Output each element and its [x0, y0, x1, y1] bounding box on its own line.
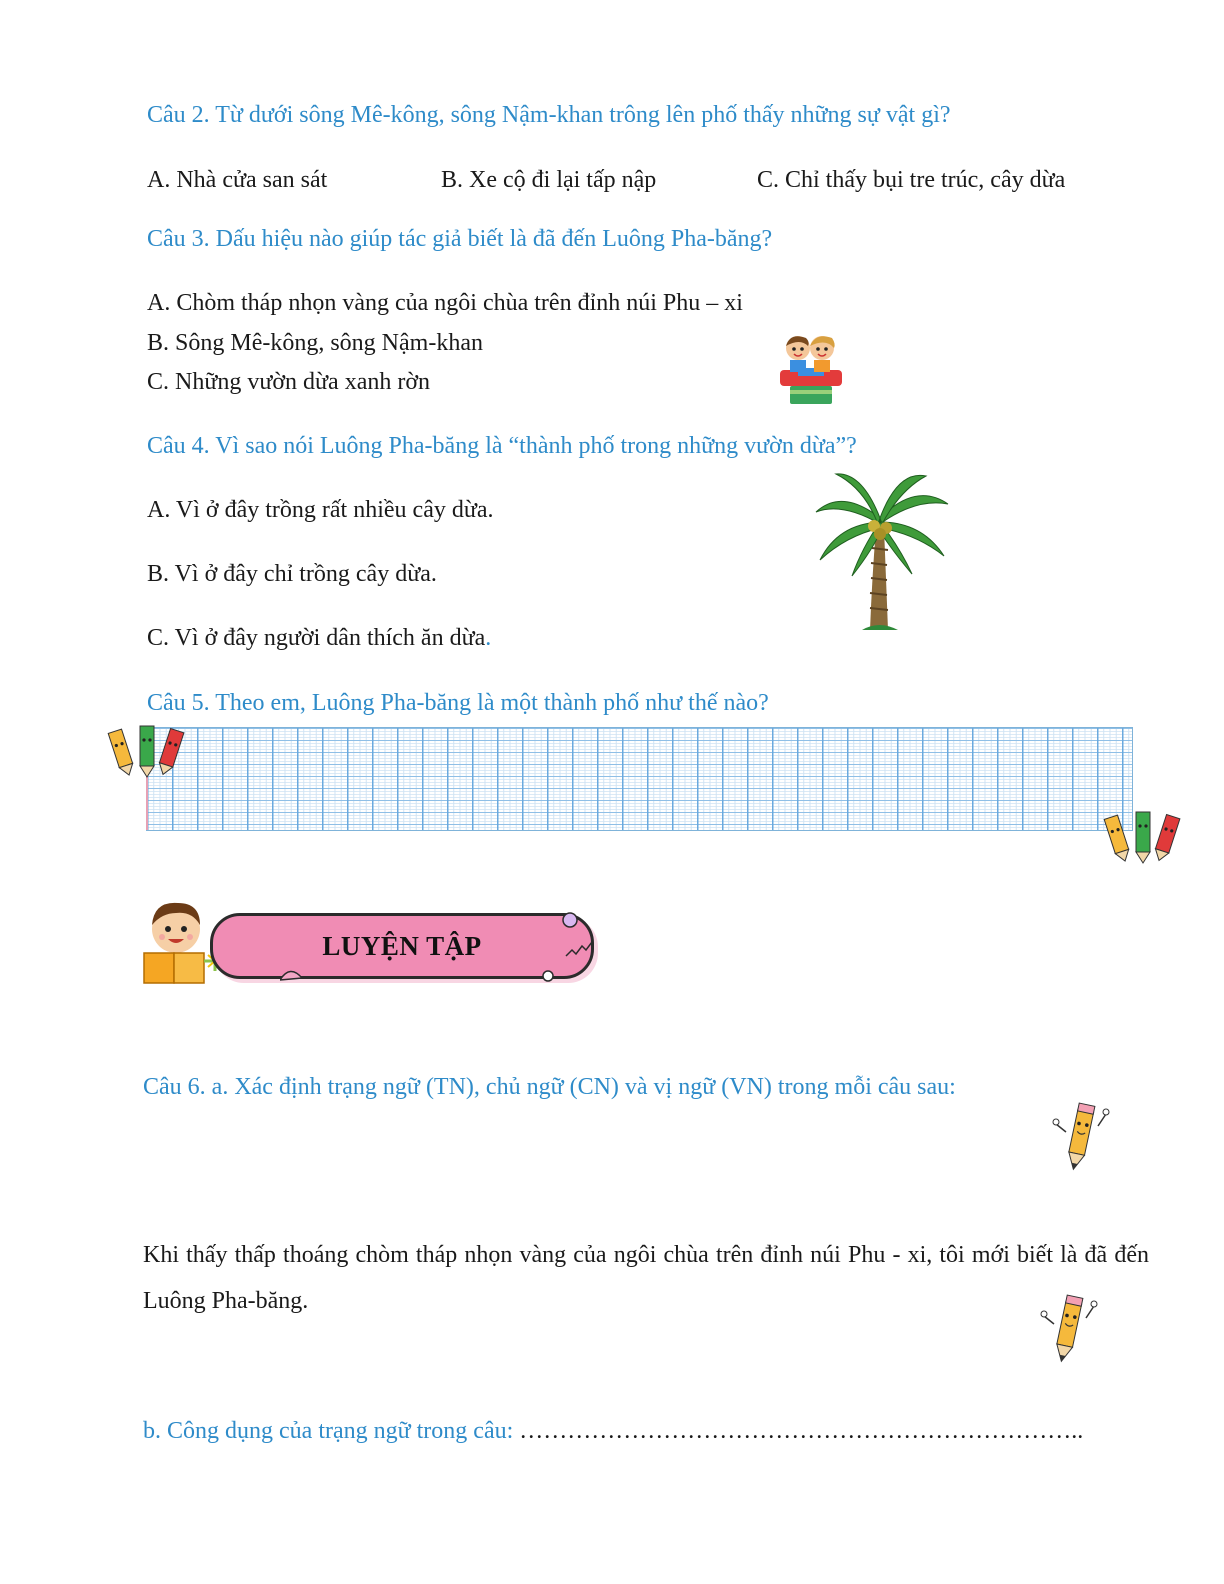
question-6a: Câu 6. a. Xác định trạng ngữ (TN), chủ ngữ (CN) và vị ngữ (VN) trong mỗi câu sau:: [143, 1074, 956, 1100]
example-sentence: Khi thấy thấp thoáng chòm tháp nhọn vàng của ngôi chùa trên đỉnh núi Phu - xi, tôi mới biết là đã đến Luông Pha-băng.: [143, 1242, 1149, 1314]
kids-reading-icon: [776, 330, 846, 408]
pencil-trio-icon: [1098, 808, 1188, 864]
question-4: Câu 4. Vì sao nói Luông Pha-băng là “thành phố trong những vườn dừa”?: [147, 433, 857, 459]
q2-option-a: A. Nhà cửa san sát: [147, 167, 328, 193]
banner-decoration: [280, 962, 600, 986]
answer-writing-grid[interactable]: [146, 727, 1133, 831]
q3-option-c: C. Những vườn dừa xanh rờn: [147, 369, 431, 395]
palm-tree-icon: [812, 468, 952, 638]
q3-option-b: B. Sông Mê-kông, sông Nậm-khan: [147, 330, 483, 356]
question-2: Câu 2. Từ dưới sông Mê-kông, sông Nậm-khan trông lên phố thấy những sự vật gì?: [147, 102, 951, 128]
grid-margin-line: [146, 770, 148, 830]
q3-option-a: A. Chòm tháp nhọn vàng của ngôi chùa trên đỉnh núi Phu – xi: [147, 290, 743, 316]
question-6b-label: b. Công dụng của trạng ngữ trong câu:: [143, 1418, 514, 1444]
banner-corner-decoration: [560, 912, 596, 962]
q4-option-b: B. Vì ở đây chỉ trồng cây dừa.: [147, 561, 437, 587]
q2-option-c: C. Chỉ thấy bụi tre trúc, cây dừa: [757, 167, 1066, 193]
section-title: LUYỆN TẬP: [322, 930, 482, 961]
q2-option-b: B. Xe cộ đi lại tấp nập: [441, 167, 657, 193]
pencil-mascot-icon: [1040, 1294, 1098, 1366]
pencil-mascot-icon: [1052, 1102, 1110, 1174]
question-5: Câu 5. Theo em, Luông Pha-băng là một thành phố như thế nào?: [147, 690, 769, 716]
q4-option-a: A. Vì ở đây trồng rất nhiều cây dừa.: [147, 497, 494, 523]
question-3: Câu 3. Dấu hiệu nào giúp tác giả biết là đã đến Luông Pha-băng?: [147, 226, 773, 252]
question-6b: [143, 1418, 1083, 1445]
q4-option-c: C. Vì ở đây người dân thích ăn dừa.: [147, 625, 492, 651]
answer-blank[interactable]: ……………………………………………………………..: [519, 1418, 1084, 1444]
pencil-trio-icon: [104, 722, 190, 778]
